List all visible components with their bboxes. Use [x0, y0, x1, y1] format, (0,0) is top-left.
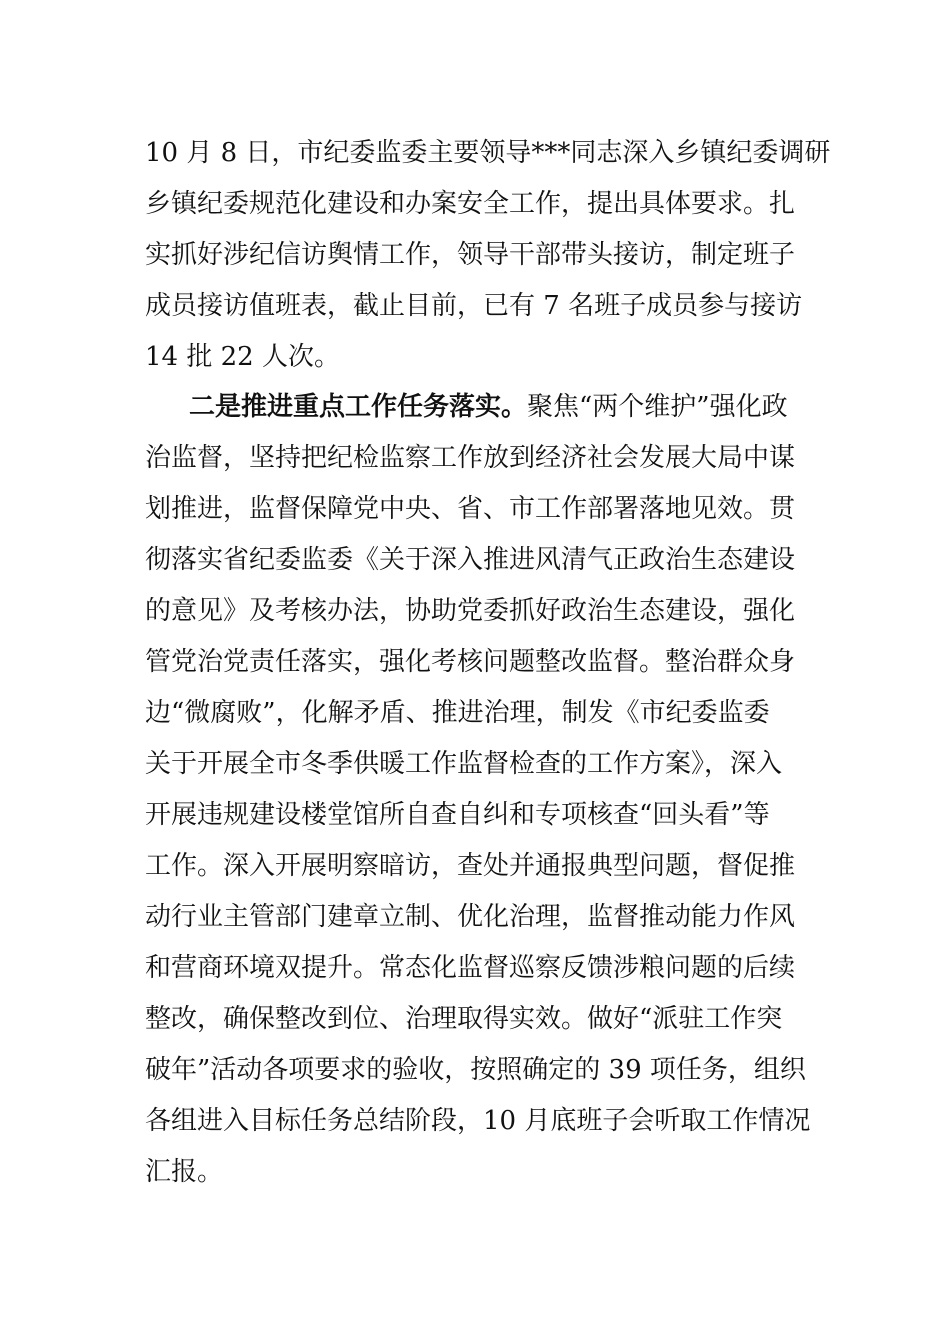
paragraph-line: 破年”活动各项要求的验收，按照确定的 39 项任务，组织: [145, 1055, 806, 1085]
paragraph-line: 边“微腐败”，化解矛盾、推进治理，制发《市纪委监委: [145, 698, 770, 728]
paragraph-line: 汇报。: [145, 1157, 224, 1187]
paragraph-line: 工作。深入开展明察暗访，查处并通报典型问题，督促推: [145, 851, 796, 881]
paragraph-line: 10 月 8 日，市纪委监委主要领导***同志深入乡镇纪委调研: [145, 138, 831, 168]
paragraph-line: 治监督，坚持把纪检监察工作放到经济社会发展大局中谋: [145, 443, 796, 473]
paragraph-line: 成员接访值班表，截止目前，已有 7 名班子成员参与接访: [145, 291, 803, 321]
paragraph-line: 各组进入目标任务总结阶段，10 月底班子会听取工作情况: [145, 1106, 811, 1136]
first-line-text: 聚焦“两个维护”强化政: [527, 392, 788, 422]
section-heading: 二是推进重点工作任务落实。: [189, 392, 528, 422]
paragraph-line: 14 批 22 人次。: [145, 342, 340, 372]
paragraph-line: 实抓好涉纪信访舆情工作，领导干部带头接访，制定班子: [145, 240, 796, 270]
paragraph-line: 和营商环境双提升。常态化监督巡察反馈涉粮问题的后续: [145, 953, 796, 983]
paragraph-line: 关于开展全市冬季供暖工作监督检查的工作方案》，深入: [145, 749, 783, 779]
paragraph-2: [145, 382, 811, 1198]
paragraph-line: 整改，确保整改到位、治理取得实效。做好“派驻工作突: [145, 1004, 783, 1034]
paragraph-line: 的意见》及考核办法，协助党委抓好政治生态建设，强化: [145, 596, 796, 626]
paragraph-line: 彻落实省纪委监委《关于深入推进风清气正政治生态建设: [145, 545, 796, 575]
paragraph-first-line: [145, 382, 805, 433]
paragraph-line: 动行业主管部门建章立制、优化治理，监督推动能力作风: [145, 902, 796, 932]
paragraph-line: 划推进，监督保障党中央、省、市工作部署落地见效。贯: [145, 494, 796, 524]
paragraph-line: 乡镇纪委规范化建设和办案安全工作，提出具体要求。扎: [145, 189, 796, 219]
paragraph-line: 开展违规建设楼堂馆所自查自纠和专项核查“回头看”等: [145, 800, 770, 830]
paragraph-1: [145, 128, 831, 383]
paragraph-line: 管党治党责任落实，强化考核问题整改监督。整治群众身: [145, 647, 796, 677]
